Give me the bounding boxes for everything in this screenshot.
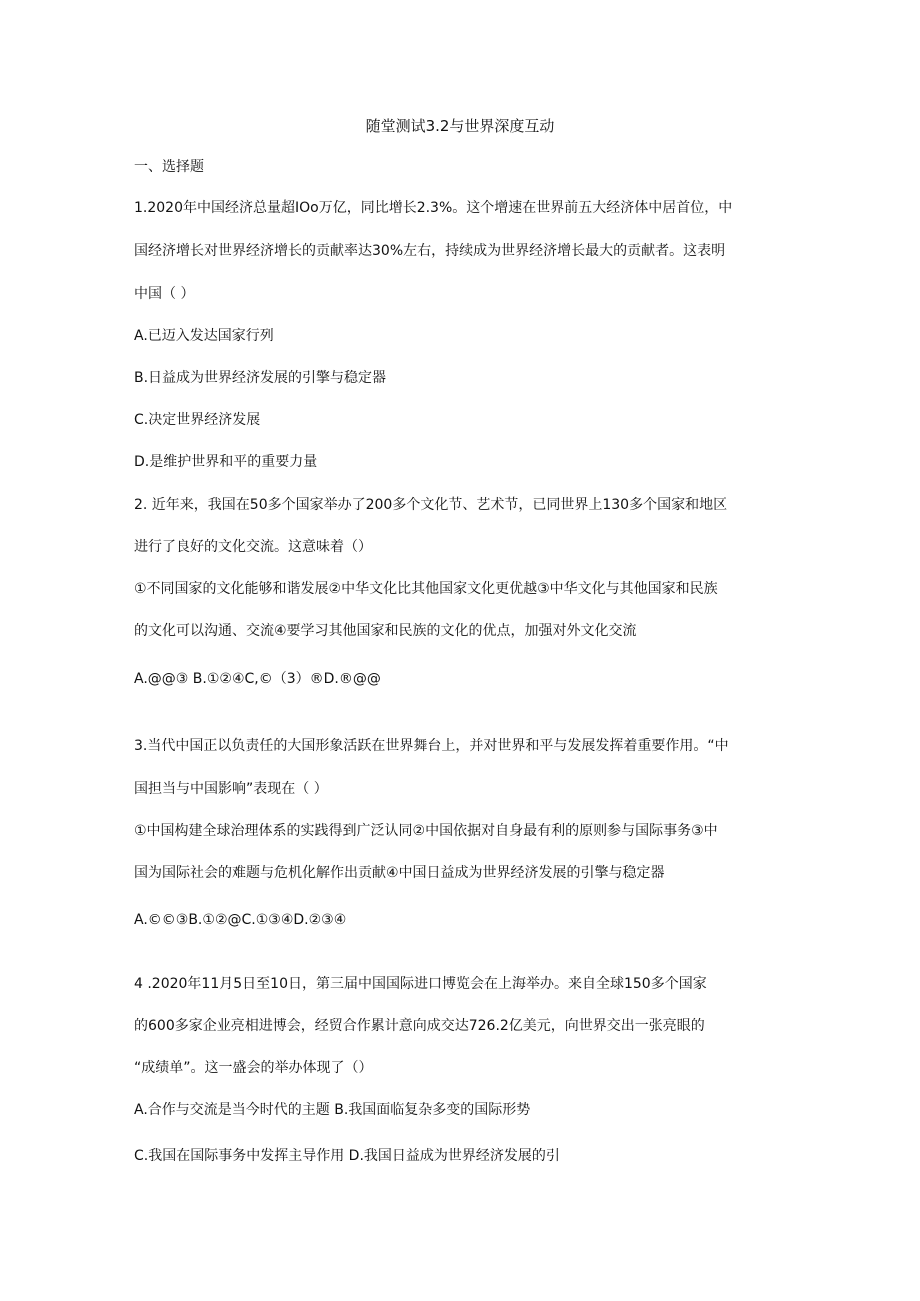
question-1-option-c: C.决定世界经济发展 bbox=[134, 412, 261, 428]
question-4-stem-line-3: “成绩单”。这一盛会的举办体现了（） bbox=[134, 1060, 373, 1076]
question-2-options: A.@@③ B.①②④C,©（3）®D.®@@ bbox=[134, 671, 381, 687]
question-2-stem-line-1: 2. 近年来，我国在50多个国家举办了200多个文化节、艺术节，已同世界上130多个国家和地区 bbox=[134, 497, 728, 513]
question-4-options-row-1: A.合作与交流是当今时代的主题 B.我国面临复杂多变的国际形势 bbox=[134, 1102, 531, 1118]
question-1-stem-line-1: 1.2020年中国经济总量超IOo万亿，同比增长2.3%。这个增速在世界前五大经济体中居首位，中 bbox=[134, 200, 733, 216]
question-2-stem-line-3: ①不同国家的文化能够和谐发展②中华文化比其他国家文化更优越③中华文化与其他国家和民族 bbox=[134, 581, 718, 597]
question-1-stem-line-2: 国经济增长对世界经济增长的贡献率达30%左右，持续成为世界经济增长最大的贡献者。这表明 bbox=[134, 243, 726, 259]
question-1-option-b: B.日益成为世界经济发展的引擎与稳定器 bbox=[134, 370, 387, 386]
question-4-options-row-2: C.我国在国际事务中发挥主导作用 D.我国日益成为世界经济发展的引 bbox=[134, 1148, 560, 1164]
question-3-stem-line-2: 国担当与中国影响”表现在（ ） bbox=[134, 781, 328, 797]
question-4-stem-line-2: 的600多家企业亮相进博会，经贸合作累计意向成交达726.2亿美元，向世界交出一张亮眼的 bbox=[134, 1018, 705, 1034]
question-1-option-d: D.是维护世界和平的重要力量 bbox=[134, 454, 318, 470]
section-heading: 一、选择题 bbox=[134, 159, 204, 175]
question-1-stem-line-3: 中国（ ） bbox=[134, 286, 195, 302]
question-3-stem-line-4: 国为国际社会的难题与危机化解作出贡献④中国日益成为世界经济发展的引擎与稳定器 bbox=[134, 865, 665, 881]
question-2-stem-line-2: 进行了良好的文化交流。这意味着（） bbox=[134, 539, 372, 555]
question-4-stem-line-1: 4 .2020年11月5日至10日，第三届中国国际进口博览会在上海举办。来自全球150多个国家 bbox=[134, 976, 707, 992]
question-3-stem-line-3: ①中国构建全球治理体系的实践得到广泛认同②中国依据对自身最有利的原则参与国际事务③中 bbox=[134, 823, 718, 839]
question-3-options: A.©©③B.①②@C.①③④D.②③④ bbox=[134, 912, 347, 928]
question-3-stem-line-1: 3.当代中国正以负责任的大国形象活跃在世界舞台上，并对世界和平与发展发挥着重要作用。“中 bbox=[134, 738, 729, 754]
question-1-option-a: A.已迈入发达国家行列 bbox=[134, 328, 274, 344]
page-title: 随堂测试3.2与世界深度互动 bbox=[365, 117, 555, 135]
question-2-stem-line-4: 的文化可以沟通、交流④要学习其他国家和民族的文化的优点，加强对外文化交流 bbox=[134, 623, 637, 639]
